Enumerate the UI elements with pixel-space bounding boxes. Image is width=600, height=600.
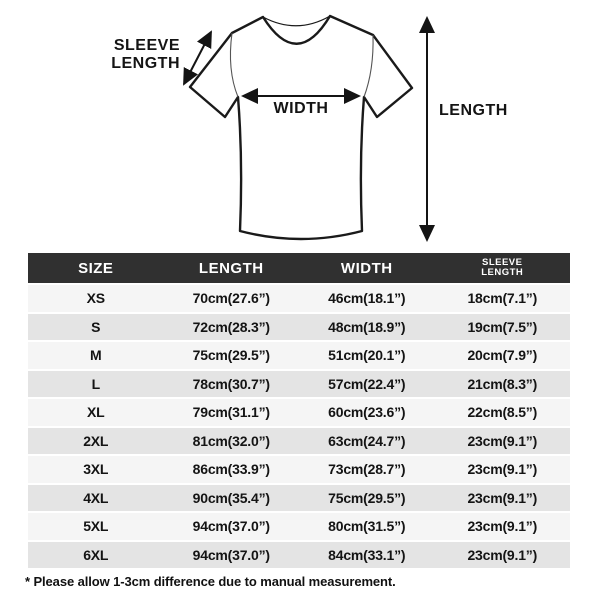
cell-length: 72cm(28.3”) — [192, 318, 270, 335]
table-row-4xl — [28, 485, 570, 514]
cell-size: 5XL — [83, 518, 109, 535]
tshirt-diagram — [0, 0, 600, 252]
cell-length: 90cm(35.4”) — [192, 489, 270, 506]
sleeve-length-label-line1: SLEEVE — [113, 37, 180, 54]
cell-sleeve: 18cm(7.1”) — [467, 290, 538, 307]
cell-sleeve: 23cm(9.1”) — [467, 546, 538, 563]
measurement-footnote: * Please allow 1-3cm difference due to manual measurement. — [25, 574, 396, 589]
cell-size: XS — [86, 290, 105, 307]
cell-size: 4XL — [83, 489, 109, 506]
header-length: LENGTH — [198, 259, 264, 277]
cell-size: L — [91, 375, 100, 392]
cell-sleeve: 19cm(7.5”) — [467, 318, 538, 335]
length-label: LENGTH — [439, 102, 508, 119]
cell-width: 57cm(22.4”) — [328, 375, 406, 392]
cell-size: XL — [87, 404, 105, 421]
table-row-2xl — [28, 428, 570, 457]
cell-sleeve: 21cm(8.3”) — [467, 375, 538, 392]
cell-sleeve: 23cm(9.1”) — [467, 518, 538, 535]
cell-width: 84cm(33.1”) — [328, 546, 406, 563]
cell-length: 81cm(32.0”) — [192, 432, 270, 449]
size-table — [28, 253, 570, 570]
header-sleeve-line2: LENGTH — [481, 267, 524, 278]
sleeve-length-label-line2: LENGTH — [111, 55, 180, 72]
cell-length: 86cm(33.9”) — [192, 461, 270, 478]
cell-length: 78cm(30.7”) — [192, 375, 270, 392]
cell-width: 60cm(23.6”) — [328, 404, 406, 421]
table-row-s — [28, 314, 570, 343]
table-row-l — [28, 371, 570, 400]
cell-length: 79cm(31.1”) — [192, 404, 270, 421]
cell-width: 48cm(18.9”) — [328, 318, 406, 335]
cell-width: 51cm(20.1”) — [328, 347, 406, 364]
cell-size: 2XL — [83, 432, 109, 449]
cell-sleeve: 22cm(8.5”) — [467, 404, 538, 421]
table-row-5xl — [28, 513, 570, 542]
header-sleeve-length — [435, 258, 571, 278]
cell-sleeve: 23cm(9.1”) — [467, 461, 538, 478]
cell-sleeve: 23cm(9.1”) — [467, 489, 538, 506]
width-label: WIDTH — [273, 100, 329, 117]
cell-size: 3XL — [83, 461, 109, 478]
table-row-xl — [28, 399, 570, 428]
table-row-6xl — [28, 542, 570, 571]
cell-length: 75cm(29.5”) — [192, 347, 270, 364]
table-row-xs — [28, 285, 570, 314]
cell-size: 6XL — [83, 546, 109, 563]
cell-width: 63cm(24.7”) — [328, 432, 406, 449]
tshirt-outline — [190, 16, 412, 239]
table-row-m — [28, 342, 570, 371]
cell-length: 70cm(27.6”) — [192, 290, 270, 307]
cell-sleeve: 23cm(9.1”) — [467, 432, 538, 449]
cell-size: M — [90, 347, 102, 364]
cell-width: 80cm(31.5”) — [328, 518, 406, 535]
cell-length: 94cm(37.0”) — [192, 518, 270, 535]
header-width: WIDTH — [340, 259, 393, 277]
collar-band-line — [263, 16, 330, 26]
header-size: SIZE — [78, 259, 114, 277]
cell-sleeve: 20cm(7.9”) — [467, 347, 538, 364]
size-table-body — [28, 285, 570, 570]
cell-width: 75cm(29.5”) — [328, 489, 406, 506]
cell-length: 94cm(37.0”) — [192, 546, 270, 563]
table-row-3xl — [28, 456, 570, 485]
cell-width: 46cm(18.1”) — [328, 290, 406, 307]
header-sleeve-line1: SLEEVE — [482, 257, 523, 269]
cell-size: S — [91, 318, 101, 335]
size-table-header — [28, 253, 570, 285]
cell-width: 73cm(28.7”) — [328, 461, 406, 478]
